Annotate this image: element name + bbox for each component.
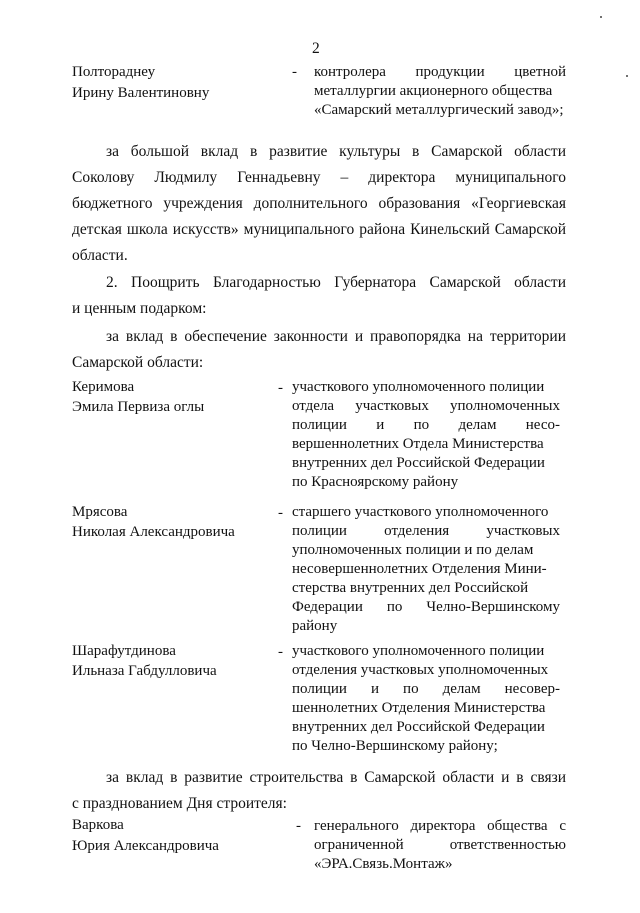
position-line: внутренних дел Российской Федерации [292,719,545,735]
dash: - [278,380,283,396]
person-name: Полтораднеу [72,64,156,80]
person-name: Мрясова [72,504,128,520]
paragraph-line: с празднованием Дня строителя: [72,795,287,812]
position-line: старшего участкового уполномоченного [292,504,549,520]
position-line: отделения участковых уполномоченных [292,662,549,678]
position-line: ограниченной ответственностью [314,837,566,853]
position-line: стерства внутренних дел Российской [292,580,529,596]
paragraph-line: Соколову Людмилу Геннадьевну – директора муниципального [72,169,566,186]
person-name: Варкова [72,817,124,833]
item-heading-line: 2. Поощрить Благодарностью Губернатора Самарской области [106,274,566,291]
position-line: внутренних дел Российской Федерации [292,455,545,471]
position-line: уполномоченных полиции и по делам [292,542,534,558]
person-name: Николая Александровича [72,524,235,540]
scan-speck [626,75,628,77]
dash: - [278,505,283,521]
position-line: металлургии акционерного общества [314,83,553,99]
paragraph-line: за вклад в обеспечение законности и правопорядка на территории [106,328,566,345]
position-line: контролера продукции цветной [314,64,566,80]
position-line: по Челно-Вершинскому району; [292,738,498,754]
position-line: участкового уполномоченного полиции [292,379,545,395]
person-name: Шарафутдинова [72,643,176,659]
position-line: району [292,618,338,634]
paragraph-line: за большой вклад в развитие культуры в Самарской области [106,143,566,160]
item-heading-line: и ценным подарком: [72,300,207,317]
position-line: «ЭРА.Связь.Монтаж» [314,856,453,872]
scan-speck [600,16,602,18]
position-line: генерального директора общества с [314,818,566,834]
position-line: полиции и по делам несо- [292,417,560,433]
paragraph-line: за вклад в развитие строительства в Самарской области и в связи [106,769,566,786]
paragraph-line: Самарской области: [72,354,204,371]
position-line: участкового уполномоченного полиции [292,643,545,659]
dash: - [278,644,283,660]
position-line: Федерации по Челно-Вершинскому [292,599,560,615]
position-line: по Красноярскому району [292,474,459,490]
position-line: шеннолетних Отделения Министерства [292,700,546,716]
position-line: вершеннолетних Отдела Министерства [292,436,544,452]
paragraph-line: детская школа искусств» муниципального района Кинельский Самарской [72,221,566,238]
person-name: Ильназа Габдулловича [72,663,217,679]
person-name: Юрия Александровича [72,838,219,854]
person-name: Эмила Первиза оглы [72,399,205,415]
position-line: несовершеннолетних Отделения Мини- [292,561,547,577]
position-line: «Самарский металлургический завод»; [314,102,564,118]
person-name: Ирину Валентиновну [72,85,210,101]
person-name: Керимова [72,379,135,395]
position-line: отдела участковых уполномоченных [292,398,560,414]
dash: - [296,818,301,834]
page-number: 2 [312,40,320,57]
position-line: полиции и по делам несовер- [292,681,560,697]
position-line: полиции отделения участковых [292,523,560,539]
dash: - [292,64,297,80]
paragraph-line: бюджетного учреждения дополнительного образования «Георгиевская [72,195,566,212]
paragraph-line: области. [72,247,128,264]
